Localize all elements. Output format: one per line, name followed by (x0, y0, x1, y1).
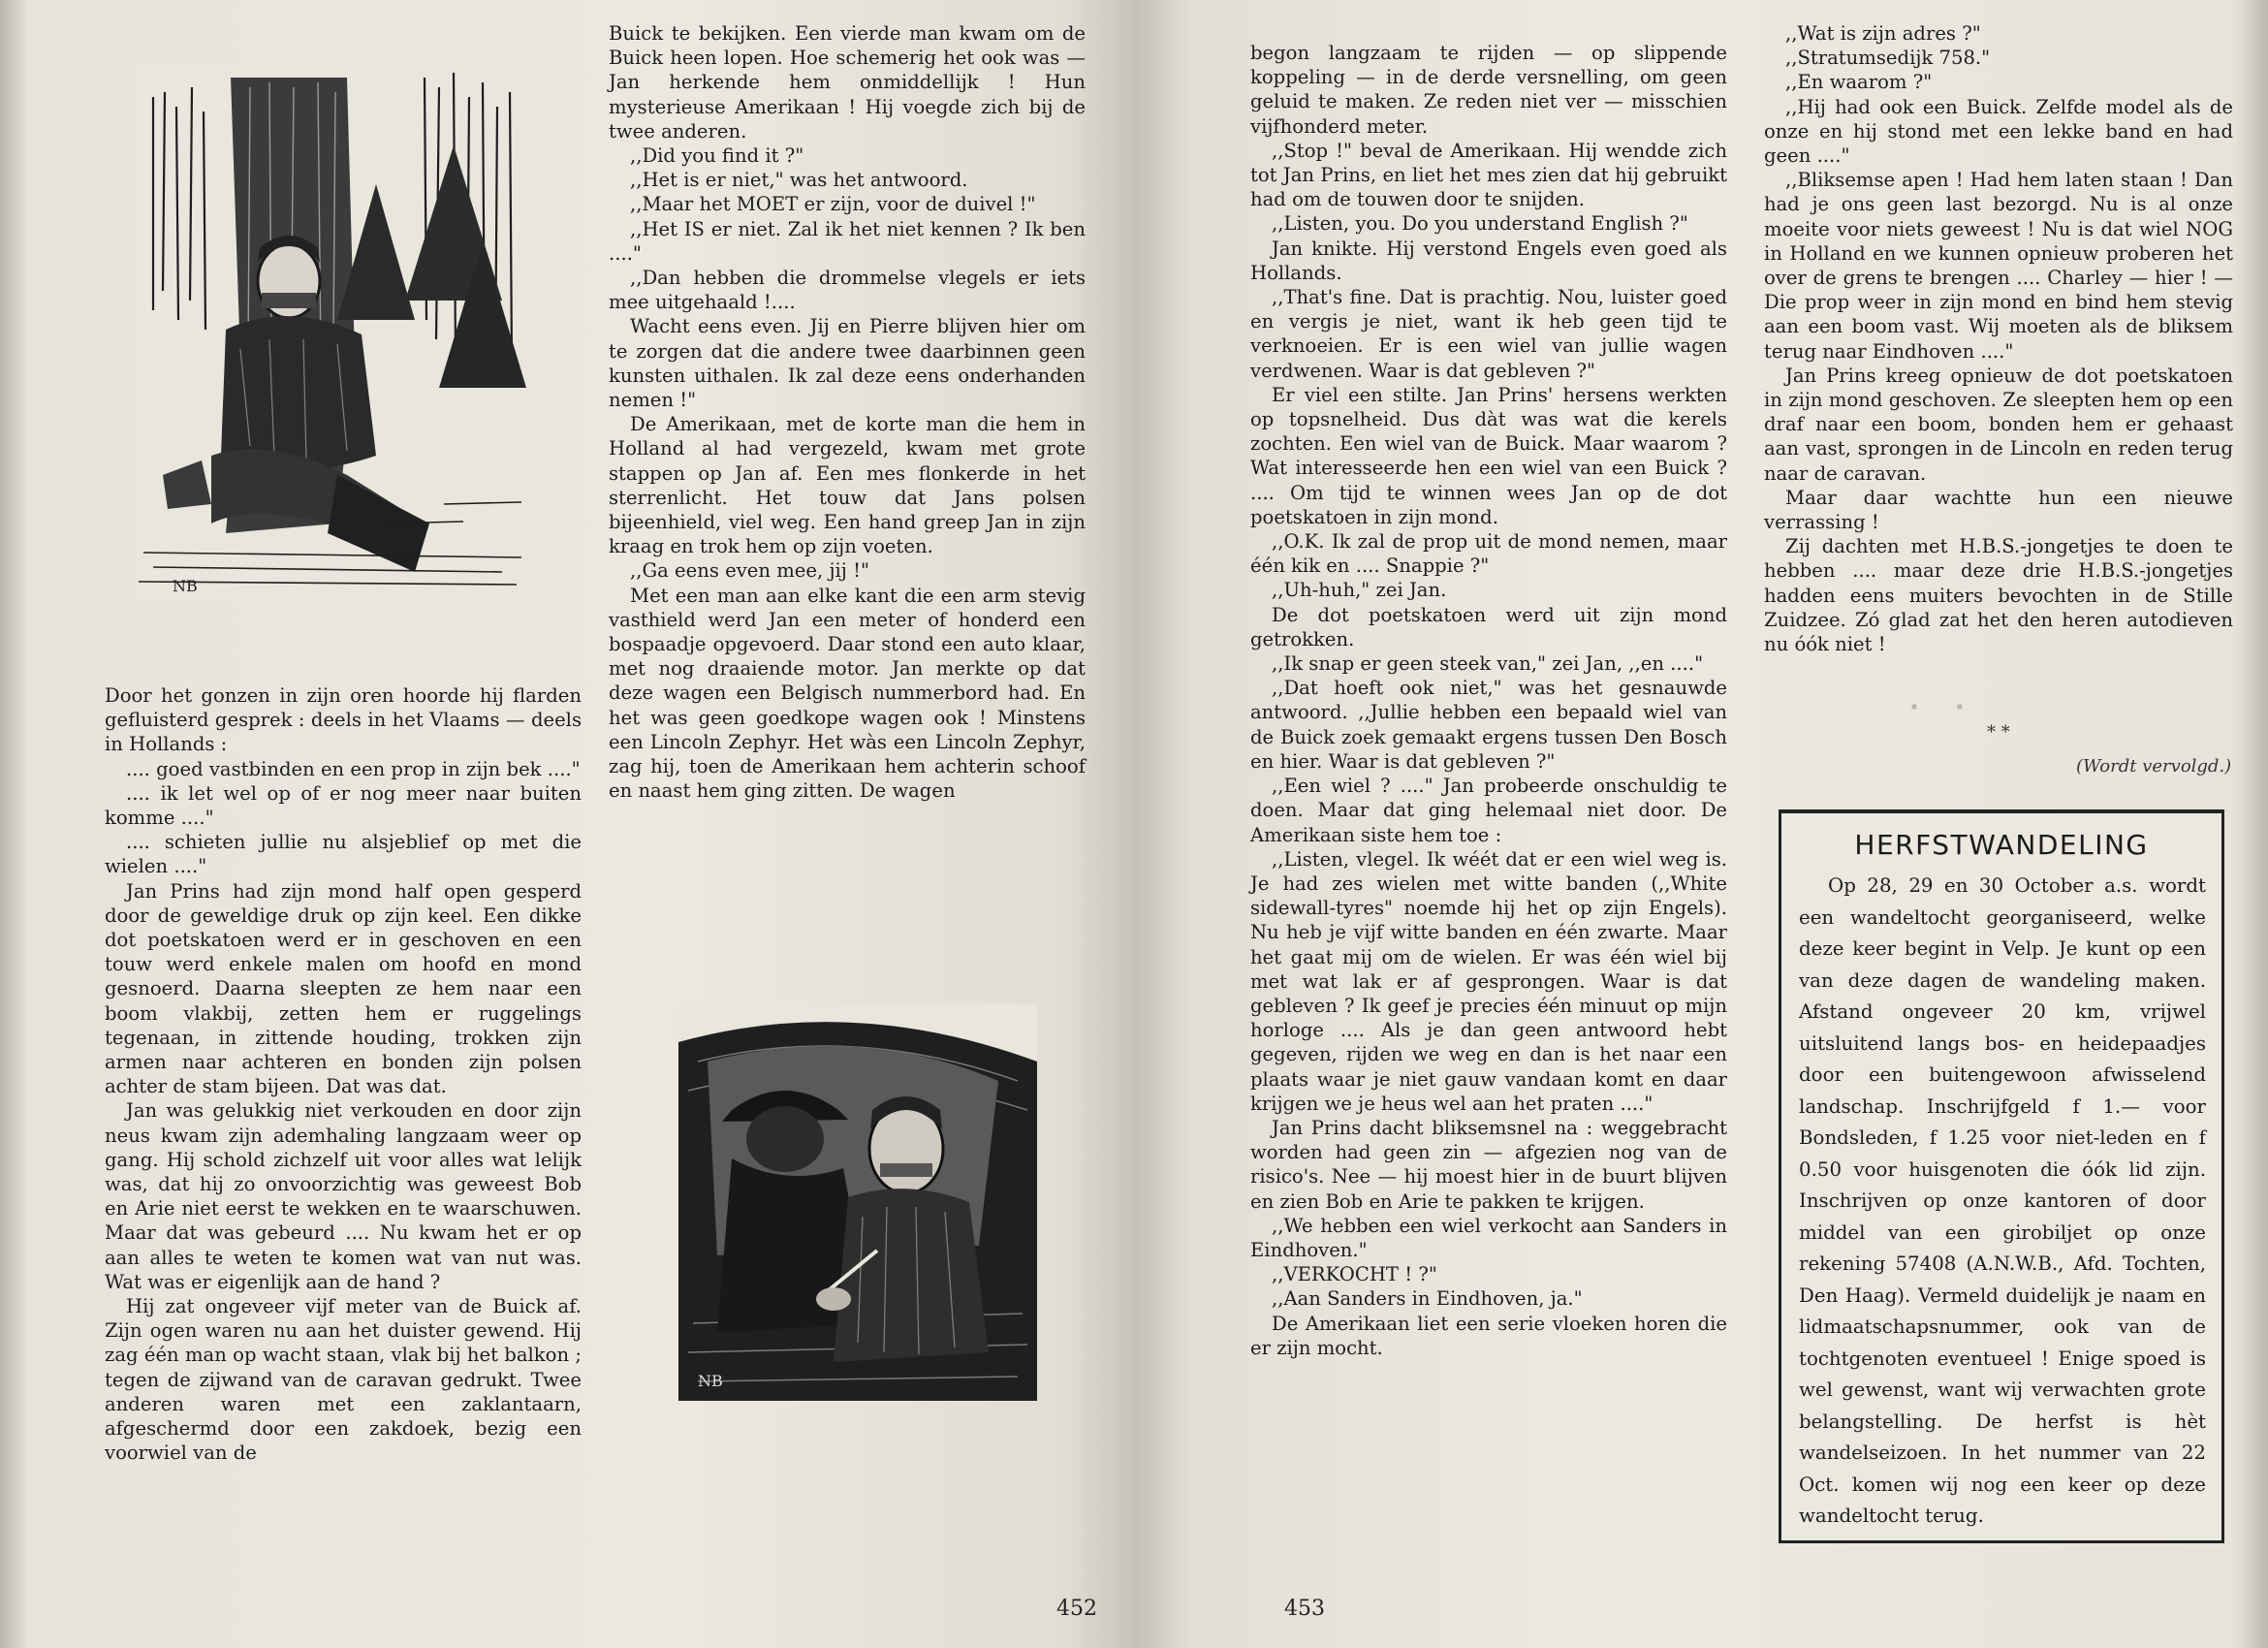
paragraph: Jan Prins dacht bliksemsnel na : weggebracht worden had geen zin — afgezien nog van de risico's. Nee — hij moest hier in de buurt blijven en zien Bob en Arie te pakken te krijgen. (1250, 1116, 1727, 1213)
paragraph: .... schieten jullie nu alsjeblief op met die wielen ...." (105, 831, 582, 878)
paragraph: ,,Bliksemse apen ! Had hem laten staan ! Dan had je ons geen last bezorgd. Nu is al onze moeite voor niets geweest ! Nu is dat wiel NOG in Holland en we kunnen opnieuw proberen het over de grens te brengen .... Charley — hier ! — Die prop weer in zijn mond en bind hem stevig aan een boom vast. Wij moeten als de bliksem terug naar Eindhoven ...." (1764, 169, 2233, 363)
paragraph: .... ik let wel op of er nog meer naar buiten komme ...." (105, 781, 582, 830)
paragraph: ,,Uh-huh," zei Jan. (1272, 579, 1447, 602)
illustration-men-in-car (678, 1003, 1037, 1401)
paragraph: ,,VERKOCHT ! ?" (1272, 1263, 1437, 1286)
paragraph: Met een man aan elke kant die een arm stevig vasthield werd Jan een meter of honderd een bospaadje opgevoerd. Daar stond een auto klaar, met nog draaiende motor. Jan merkte op dat deze wagen een Belgisch nummerbord had. En het was geen goedkope wagen ook ! Minstens een Lincoln Zephyr. Het wàs een Lincoln Zephyr, zag hij, toen de Amerikaan hem achterin schoof en naast hem ging zitten. De wagen (609, 584, 1086, 803)
paragraph: Buick te bekijken. Een vierde man kwam om de Buick heen lopen. Hoe schemerig het ook was — Jan herkende hem onmiddellijk ! Hun mysterieuse Amerikaan ! Hij voegde zich bij de twee anderen. (609, 22, 1086, 143)
paragraph: ,,Een wiel ? ...." Jan probeerde onschuldig te doen. Maar dat ging helemaal niet door. De Amerikaan siste hem toe : (1250, 775, 1727, 846)
box-body (1781, 861, 2221, 1533)
paragraph: ,,Maar het MOET er zijn, voor de duivel !" (630, 193, 1036, 216)
page-number: 453 (1284, 1597, 1325, 1621)
left-page-column-left (105, 683, 582, 1466)
to-be-continued: (Wordt vervolgd.) (2076, 756, 2232, 776)
paragraph: ,,Listen, you. Do you understand English ?" (1272, 212, 1688, 236)
paragraph: ,,Ga eens even mee, jij !" (630, 559, 869, 583)
faded-bleed-through-text: · · (1909, 693, 1978, 722)
paragraph: Maar daar wachtte hun een nieuwe verrassing ! (1764, 486, 2233, 534)
paragraph: ,,Dan hebben die drommelse vlegels er iets mee uitgehaald !.... (609, 267, 1086, 314)
herfstwandeling-box (1779, 809, 2224, 1543)
paragraph: Jan Prins kreeg opnieuw de dot poetskatoen in zijn mond geschoven. Ze sleepten hem op een draf naar een boom, bonden hem er gehaast aan vast, sprongen in de Lincoln en reden terug naar de caravan. (1764, 364, 2233, 485)
paragraph: ,,Did you find it ?" (630, 144, 804, 168)
separator-stars: * * (1987, 722, 2010, 743)
paragraph: Jan knikte. Hij verstond Engels even goed als Hollands. (1250, 237, 1727, 284)
paragraph: ,,We hebben een wiel verkocht aan Sanders in Eindhoven." (1250, 1214, 1727, 1261)
right-page-column-left (1250, 41, 1727, 1360)
paragraph: ,,Listen, vlegel. Ik wéét dat er een wiel weg is. Je had zes wielen met witte banden (,,White sidewall-tyres" noemde hij het op zijn Engels). Nu heb je vijf witte banden en één zwarte. Maar het gaat mij om de wielen. Er was één wiel bij met wat lak er af gesprongen. Waar is dat gebleven ? Ik geef je precies één minuut op mijn horloge .... Als je dan geen antwoord hebt gegeven, rijden we weg en dan is het naar een plaats waar je niet gauw vandaan komt en daar krijgen we je heus wel aan het praten ...." (1250, 847, 1727, 1115)
paragraph: De dot poetskatoen werd uit zijn mond getrokken. (1250, 603, 1727, 650)
illustration-signature: NB (173, 577, 198, 595)
paragraph: .... goed vastbinden en een prop in zijn bek ...." (126, 757, 581, 780)
illustration-signature: NB (698, 1372, 723, 1390)
paragraph: ,,Wat is zijn adres ?" (1785, 22, 1981, 45)
box-paragraph: Op 28, 29 en 30 October a.s. wordt een wandeltocht georganiseerd, welke deze keer begint in Velp. Je kunt op een van deze dagen de wandeling maken. Afstand ongeveer 20 km, vrijwel uitsluitend langs bos- en heidepaadjes door een buitengewoon afwisselend landschap. Inschrijfgeld f 1.— voor Bondsleden, f 1.25 voor niet-leden en f 0.50 voor huisgenoten die óók lid zijn. Inschrijven op onze kantoren of door middel van een girobiljet op onze rekening 57408 (A.N.W.B., Afd. Tochten, Den Haag). Vermeld duidelijk je naam en lidmaatschapsnummer, ook van de tochtgenoten eventueel ! Enige spoed is wel gewenst, want wij verwachten grote belangstelling. De herfst is hèt wandelseizoen. In het nummer van 22 Oct. komen wij nog een keer op deze wandeltocht terug. (1799, 874, 2206, 1527)
paragraph: ,,Het IS er niet. Zal ik het niet kennen ? Ik ben ...." (609, 217, 1086, 265)
illustration-man-tied-to-tree (134, 68, 531, 601)
paragraph: Hij zat ongeveer vijf meter van de Buick af. Zijn ogen waren nu aan het duister gewend. Hij zag één man op wacht staan, vlak bij het balkon ; tegen de zijwand van de caravan gedrukt. Twee anderen waren met een zaklantaarn, afgeschermd door een zakdoek, bezig een voorwiel van de (105, 1295, 582, 1465)
paragraph: ,,Het is er niet," was het antwoord. (630, 169, 968, 192)
paragraph: Er viel een stilte. Jan Prins' hersens werkten op topsnelheid. Dus dàt was wat die kerels zochten. Een wiel van de Buick. Maar waarom ? Wat interesseerde hen een wiel van een Buick ? .... Om tijd te winnen wees Jan op de dot poetskatoen in zijn mond. (1250, 383, 1727, 528)
paragraph: ,,Aan Sanders in Eindhoven, ja." (1272, 1287, 1583, 1311)
paragraph: ,,Stop !" beval de Amerikaan. Hij wendde zich tot Jan Prins, en liet het mes zien dat hij gebruikt had om de touwen door te snijden. (1250, 139, 1727, 211)
left-page-column-right (609, 21, 1086, 804)
paragraph: Door het gonzen in zijn oren hoorde hij flarden gefluisterd gesprek : deels in het Vlaams — deels in Hollands : (105, 684, 582, 756)
paragraph: ,,Hij had ook een Buick. Zelfde model als de onze en hij stond met een lekke band en had geen ...." (1764, 95, 2233, 168)
paragraph: ,,That's fine. Dat is prachtig. Nou, luister goed en vergis je niet, want ik heb geen tijd te verknoeien. Er is een wiel van jullie wagen verdwenen. Waar is dat gebleven ?" (1250, 286, 1727, 382)
paragraph: Zij dachten met H.B.S.-jongetjes te doen te hebben .... maar deze drie H.B.S.-jongetjes hadden eens muiters bevochten in de Stille Zuidzee. Zó glad zat het den heren autodieven nu óók niet ! (1764, 535, 2233, 656)
right-page-column-right (1764, 21, 2233, 656)
page-number: 452 (1056, 1597, 1097, 1621)
paragraph: De Amerikaan liet een serie vloeken horen die er zijn mocht. (1250, 1312, 1727, 1359)
paragraph: ,,Stratumsedijk 758." (1785, 47, 1991, 70)
paragraph: Wacht eens even. Jij en Pierre blijven hier om te zorgen dat die andere twee daarbinnen geen kunsten uithalen. Ik zal deze eens onderhanden nemen !" (609, 315, 1086, 412)
paragraph: ,,Ik snap er geen steek van," zei Jan, ,,en ...." (1272, 652, 1704, 676)
paragraph: Jan was gelukkig niet verkouden en door zijn neus kwam zijn ademhaling langzaam weer op gang. Hij schold zichzelf uit voor alles wat lelijk was, dat hij zo onvoorzichtig was geweest Bob en Arie niet eerst te wekken en te waarschuwen. Maar dat was gebeurd .... Nu kwam het er op aan alles te weten te komen wat van nut was. Wat was er eigenlijk aan de hand ? (105, 1099, 582, 1293)
paragraph: De Amerikaan, met de korte man die hem in Holland al had vergezeld, kwam met grote stappen op Jan af. Een mes flonkerde in het sterrenlicht. Het touw dat Jans polsen bijeenhield, viel weg. Een hand greep Jan in zijn kraag en trok hem op zijn voeten. (609, 413, 1086, 558)
right-page (1134, 0, 2268, 1648)
paragraph: begon langzaam te rijden — op slippende koppeling — in de derde versnelling, om geen geluid te maken. Ze reden niet ver — misschien vijfhonderd meter. (1250, 42, 1727, 138)
paragraph: ,,En waarom ?" (1785, 71, 1933, 94)
paragraph: Jan Prins had zijn mond half open gesperd door de geweldige druk op zijn keel. Een dikke dot poetskatoen werd er in geschoven en een touw werd enkele malen om hoofd en mond gesnoerd. Daarna sleepten ze hem naar een boom vlakbij, zetten hem er ruggelings tegenaan, in zittende houding, trokken zijn armen naar achteren en bonden zijn polsen achter de stam bijeen. Dat was dat. (105, 879, 582, 1098)
box-title: HERFSTWANDELING (1854, 829, 2149, 861)
paragraph: ,,O.K. Ik zal de prop uit de mond nemen, maar één kik en .... Snappie ?" (1250, 530, 1727, 578)
paragraph: ,,Dat hoeft ook niet," was het gesnauwde antwoord. ,,Jullie hebben een bepaald wiel van de Buick zoek gemaakt ergens tussen Den Bosch en hier. Waar is dat gebleven ?" (1250, 677, 1727, 773)
